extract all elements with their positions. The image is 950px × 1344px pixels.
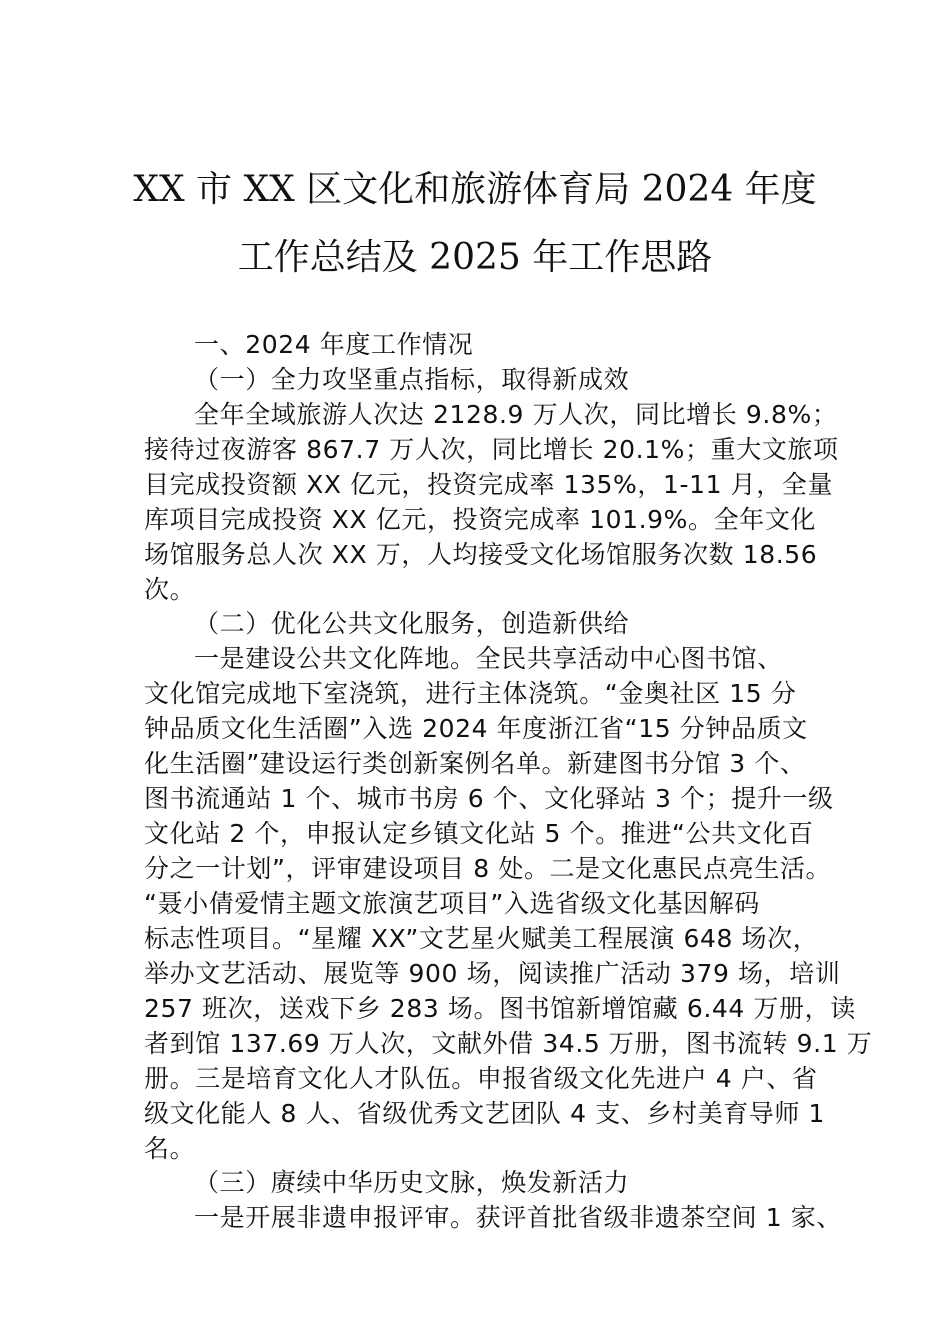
document-title-line-2: 工作总结及 2025 年工作思路 — [237, 237, 713, 278]
paragraph-line: 级文化能人 8 人、省级优秀文艺团队 4 支、乡村美育导师 1 — [144, 1099, 826, 1128]
paragraph-line: 场馆服务总人次 XX 万，人均接受文化场馆服务次数 18.56 — [144, 540, 818, 569]
paragraph-line: 一是建设公共文化阵地。全民共享活动中心图书馆、 — [194, 644, 783, 673]
paragraph-line: 一是开展非遗申报评审。获评首批省级非遗茶空间 1 家、 — [194, 1203, 843, 1232]
paragraph-line: 接待过夜游客 867.7 万人次，同比增长 20.1%；重大文旅项 — [144, 435, 839, 464]
paragraph-line: 文化馆完成地下室浇筑，进行主体浇筑。“金奥社区 15 分 — [144, 679, 797, 708]
paragraph-line: 化生活圈”建设运行类创新案例名单。新建图书分馆 3 个、 — [144, 749, 806, 778]
paragraph-line: 图书流通站 1 个、城市书房 6 个、文化驿站 3 个；提升一级 — [144, 784, 834, 813]
paragraph-line: 举办文艺活动、展览等 900 场，阅读推广活动 379 场，培训 — [144, 959, 841, 988]
paragraph-line: 钟品质文化生活圈”入选 2024 年度浙江省“15 分钟品质文 — [144, 714, 808, 743]
document-title-line-1: XX 市 XX 区文化和旅游体育局 2024 年度 — [133, 169, 817, 210]
paragraph-line: 目完成投资额 XX 亿元，投资完成率 135%，1-11 月，全量 — [144, 470, 834, 499]
subsection-heading: （三）赓续中华历史文脉，焕发新活力 — [194, 1168, 630, 1197]
paragraph-line: 名。 — [144, 1134, 196, 1163]
paragraph-line: 文化站 2 个，申报认定乡镇文化站 5 个。推进“公共文化百 — [144, 819, 814, 848]
section-heading: 一、2024 年度工作情况 — [194, 330, 474, 359]
subsection-heading: （二）优化公共文化服务，创造新供给 — [194, 609, 630, 638]
paragraph-line: 257 班次，送戏下乡 283 场。图书馆新增馆藏 6.44 万册，读 — [144, 994, 856, 1023]
paragraph-line: 库项目完成投资 XX 亿元，投资完成率 101.9%。全年文化 — [144, 505, 817, 534]
paragraph-line: 者到馆 137.69 万人次，文献外借 34.5 万册，图书流转 9.1 万 — [144, 1029, 873, 1058]
paragraph-line: 次。 — [144, 575, 196, 604]
subsection-heading: （一）全力攻坚重点指标，取得新成效 — [194, 365, 630, 394]
paragraph-line: 册。三是培育文化人才队伍。申报省级文化先进户 4 户、省 — [144, 1064, 818, 1093]
paragraph-line: “聂小倩爱情主题文旅演艺项目”入选省级文化基因解码 — [144, 889, 760, 918]
paragraph-line: 标志性项目。“星耀 XX”文艺星火赋美工程展演 648 场次， — [144, 924, 819, 953]
paragraph-line: 分之一计划”，评审建设项目 8 处。二是文化惠民点亮生活。 — [144, 854, 832, 883]
paragraph-line: 全年全域旅游人次达 2128.9 万人次，同比增长 9.8%； — [194, 400, 838, 429]
